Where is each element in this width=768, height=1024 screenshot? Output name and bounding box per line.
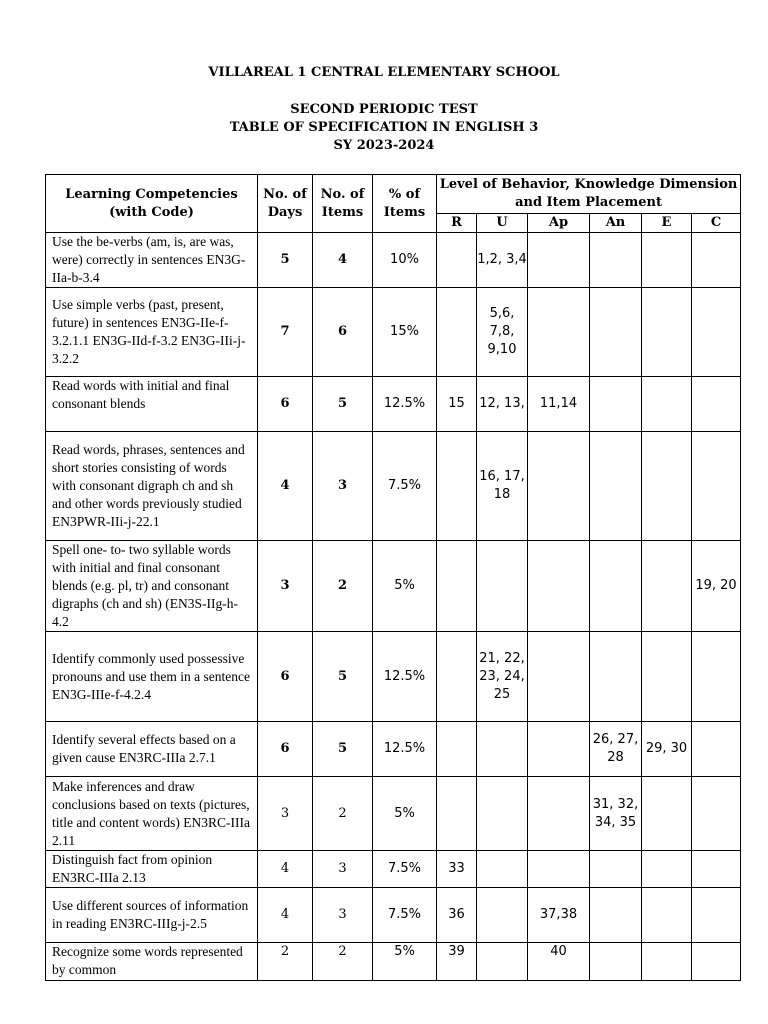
items-cell: 4 <box>313 233 373 288</box>
percent-cell: 12.5% <box>373 722 437 777</box>
level-r-cell <box>437 722 477 777</box>
percent-cell: 7.5% <box>373 888 437 943</box>
level-an-cell <box>590 377 642 432</box>
table-row <box>46 288 741 377</box>
level-ap-cell <box>528 632 590 722</box>
level-e-cell <box>642 377 692 432</box>
level-u-cell <box>477 541 528 632</box>
days-cell: 6 <box>258 722 313 777</box>
percent-cell: 7.5% <box>373 851 437 888</box>
level-r-cell <box>437 632 477 722</box>
percent-cell: 5% <box>373 943 437 981</box>
level-c-cell <box>692 377 741 432</box>
header-level-r: R <box>437 214 477 233</box>
percent-cell: 7.5% <box>373 432 437 541</box>
competency-cell: Distinguish fact from opinion EN3RC-IIIa 2.13 <box>46 851 258 888</box>
competency-cell: Spell one- to- two syllable words with initial and final consonant blends (e.g. pl, tr) and consonant digraphs (ch and sh) (EN3S-IIg-h-4.2 <box>46 541 258 632</box>
days-cell: 7 <box>258 288 313 377</box>
level-u-cell <box>477 851 528 888</box>
percent-cell: 5% <box>373 777 437 851</box>
level-an-cell <box>590 432 642 541</box>
percent-cell: 12.5% <box>373 632 437 722</box>
level-u-cell: 12, 13, <box>477 377 528 432</box>
test-name: SECOND PERIODIC TEST <box>290 102 478 117</box>
header-competency: Learning Competencies (with Code) <box>46 175 258 233</box>
level-r-cell <box>437 541 477 632</box>
table-row <box>46 541 741 632</box>
level-ap-cell <box>528 777 590 851</box>
level-u-cell <box>477 888 528 943</box>
level-u-cell: 5,6, 7,8, 9,10 <box>477 288 528 377</box>
level-e-cell <box>642 777 692 851</box>
level-an-cell <box>590 943 642 981</box>
competency-cell: Identify commonly used possessive pronouns and use them in a sentence EN3G-IIIe-f-4.2.4 <box>46 632 258 722</box>
level-u-cell <box>477 722 528 777</box>
table-row <box>46 632 741 722</box>
competency-cell: Read words with initial and final consonant blends <box>46 377 258 432</box>
table-row <box>46 233 741 288</box>
items-cell: 5 <box>313 722 373 777</box>
level-e-cell <box>642 632 692 722</box>
school-name: VILLAREAL 1 CENTRAL ELEMENTARY SCHOOL <box>208 65 560 80</box>
header-percent: % of Items <box>373 175 437 233</box>
header-days: No. of Days <box>258 175 313 233</box>
level-ap-cell: 40 <box>528 943 590 981</box>
level-e-cell: 29, 30 <box>642 722 692 777</box>
level-r-cell: 36 <box>437 888 477 943</box>
table-row <box>46 432 741 541</box>
level-c-cell <box>692 722 741 777</box>
items-cell: 2 <box>313 777 373 851</box>
level-u-cell <box>477 943 528 981</box>
percent-cell: 5% <box>373 541 437 632</box>
items-cell: 3 <box>313 851 373 888</box>
level-c-cell <box>692 888 741 943</box>
level-c-cell <box>692 851 741 888</box>
competency-cell: Make inferences and draw conclusions based on texts (pictures, title and content words) EN3RC-IIIa 2.11 <box>46 777 258 851</box>
days-cell: 2 <box>258 943 313 981</box>
level-ap-cell <box>528 851 590 888</box>
level-r-cell <box>437 777 477 851</box>
competency-cell: Use simple verbs (past, present, future) in sentences EN3G-IIe-f-3.2.1.1 EN3G-IId-f-3.2 EN3G-IIi-j-3.2.2 <box>46 288 258 377</box>
table-row <box>46 943 741 981</box>
level-r-cell: 15 <box>437 377 477 432</box>
level-r-cell <box>437 432 477 541</box>
days-cell: 6 <box>258 632 313 722</box>
level-an-cell <box>590 541 642 632</box>
header-level-c: C <box>692 214 741 233</box>
table-title: TABLE OF SPECIFICATION IN ENGLISH 3 <box>229 120 539 135</box>
level-an-cell <box>590 851 642 888</box>
competency-cell: Use different sources of information in reading EN3RC-IIIg-j-2.5 <box>46 888 258 943</box>
level-e-cell <box>642 851 692 888</box>
level-c-cell <box>692 233 741 288</box>
header-level-e: E <box>642 214 692 233</box>
items-cell: 2 <box>313 541 373 632</box>
school-year: SY 2023-2024 <box>333 138 435 153</box>
competency-cell: Recognize some words represented by common <box>46 943 258 981</box>
table-row <box>46 722 741 777</box>
table-row <box>46 851 741 888</box>
level-an-cell <box>590 632 642 722</box>
days-cell: 5 <box>258 233 313 288</box>
level-r-cell <box>437 233 477 288</box>
days-cell: 3 <box>258 541 313 632</box>
items-cell: 6 <box>313 288 373 377</box>
level-ap-cell: 37,38 <box>528 888 590 943</box>
competency-cell: Identify several effects based on a given cause EN3RC-IIIa 2.7.1 <box>46 722 258 777</box>
level-r-cell: 33 <box>437 851 477 888</box>
header-items: No. of Items <box>313 175 373 233</box>
days-cell: 4 <box>258 851 313 888</box>
competency-cell: Read words, phrases, sentences and short stories consisting of words with consonant digraph ch and sh and other words previously studied EN3PWR-IIi-j-22.1 <box>46 432 258 541</box>
days-cell: 3 <box>258 777 313 851</box>
level-e-cell <box>642 541 692 632</box>
days-cell: 4 <box>258 432 313 541</box>
level-an-cell: 31, 32, 34, 35 <box>590 777 642 851</box>
level-r-cell <box>437 288 477 377</box>
level-c-cell <box>692 943 741 981</box>
level-ap-cell <box>528 722 590 777</box>
days-cell: 4 <box>258 888 313 943</box>
items-cell: 3 <box>313 432 373 541</box>
level-ap-cell <box>528 233 590 288</box>
percent-cell: 10% <box>373 233 437 288</box>
percent-cell: 15% <box>373 288 437 377</box>
level-ap-cell: 11,14 <box>528 377 590 432</box>
level-e-cell <box>642 888 692 943</box>
level-an-cell: 26, 27, 28 <box>590 722 642 777</box>
competency-cell: Use the be-verbs (am, is, are was, were) correctly in sentences EN3G-IIa-b-3.4 <box>46 233 258 288</box>
level-r-cell: 39 <box>437 943 477 981</box>
days-cell: 6 <box>258 377 313 432</box>
table-row <box>46 888 741 943</box>
level-e-cell <box>642 233 692 288</box>
level-c-cell <box>692 777 741 851</box>
level-c-cell <box>692 632 741 722</box>
percent-cell: 12.5% <box>373 377 437 432</box>
level-c-cell: 19, 20 <box>692 541 741 632</box>
specification-table <box>45 174 741 981</box>
level-ap-cell <box>528 288 590 377</box>
level-u-cell: 16, 17, 18 <box>477 432 528 541</box>
level-e-cell <box>642 288 692 377</box>
header-level-ap: Ap <box>528 214 590 233</box>
table-row <box>46 377 741 432</box>
header-level-an: An <box>590 214 642 233</box>
header-level-u: U <box>477 214 528 233</box>
level-c-cell <box>692 288 741 377</box>
level-u-cell: 21, 22, 23, 24, 25 <box>477 632 528 722</box>
level-u-cell <box>477 777 528 851</box>
level-ap-cell <box>528 432 590 541</box>
level-u-cell: 1,2, 3,4 <box>477 233 528 288</box>
items-cell: 5 <box>313 632 373 722</box>
table-row <box>46 777 741 851</box>
level-e-cell <box>642 432 692 541</box>
level-e-cell <box>642 943 692 981</box>
level-c-cell <box>692 432 741 541</box>
header-level-group: Level of Behavior, Knowledge Dimension and Item Placement <box>437 175 741 214</box>
items-cell: 3 <box>313 888 373 943</box>
items-cell: 2 <box>313 943 373 981</box>
level-an-cell <box>590 888 642 943</box>
level-ap-cell <box>528 541 590 632</box>
level-an-cell <box>590 233 642 288</box>
items-cell: 5 <box>313 377 373 432</box>
level-an-cell <box>590 288 642 377</box>
